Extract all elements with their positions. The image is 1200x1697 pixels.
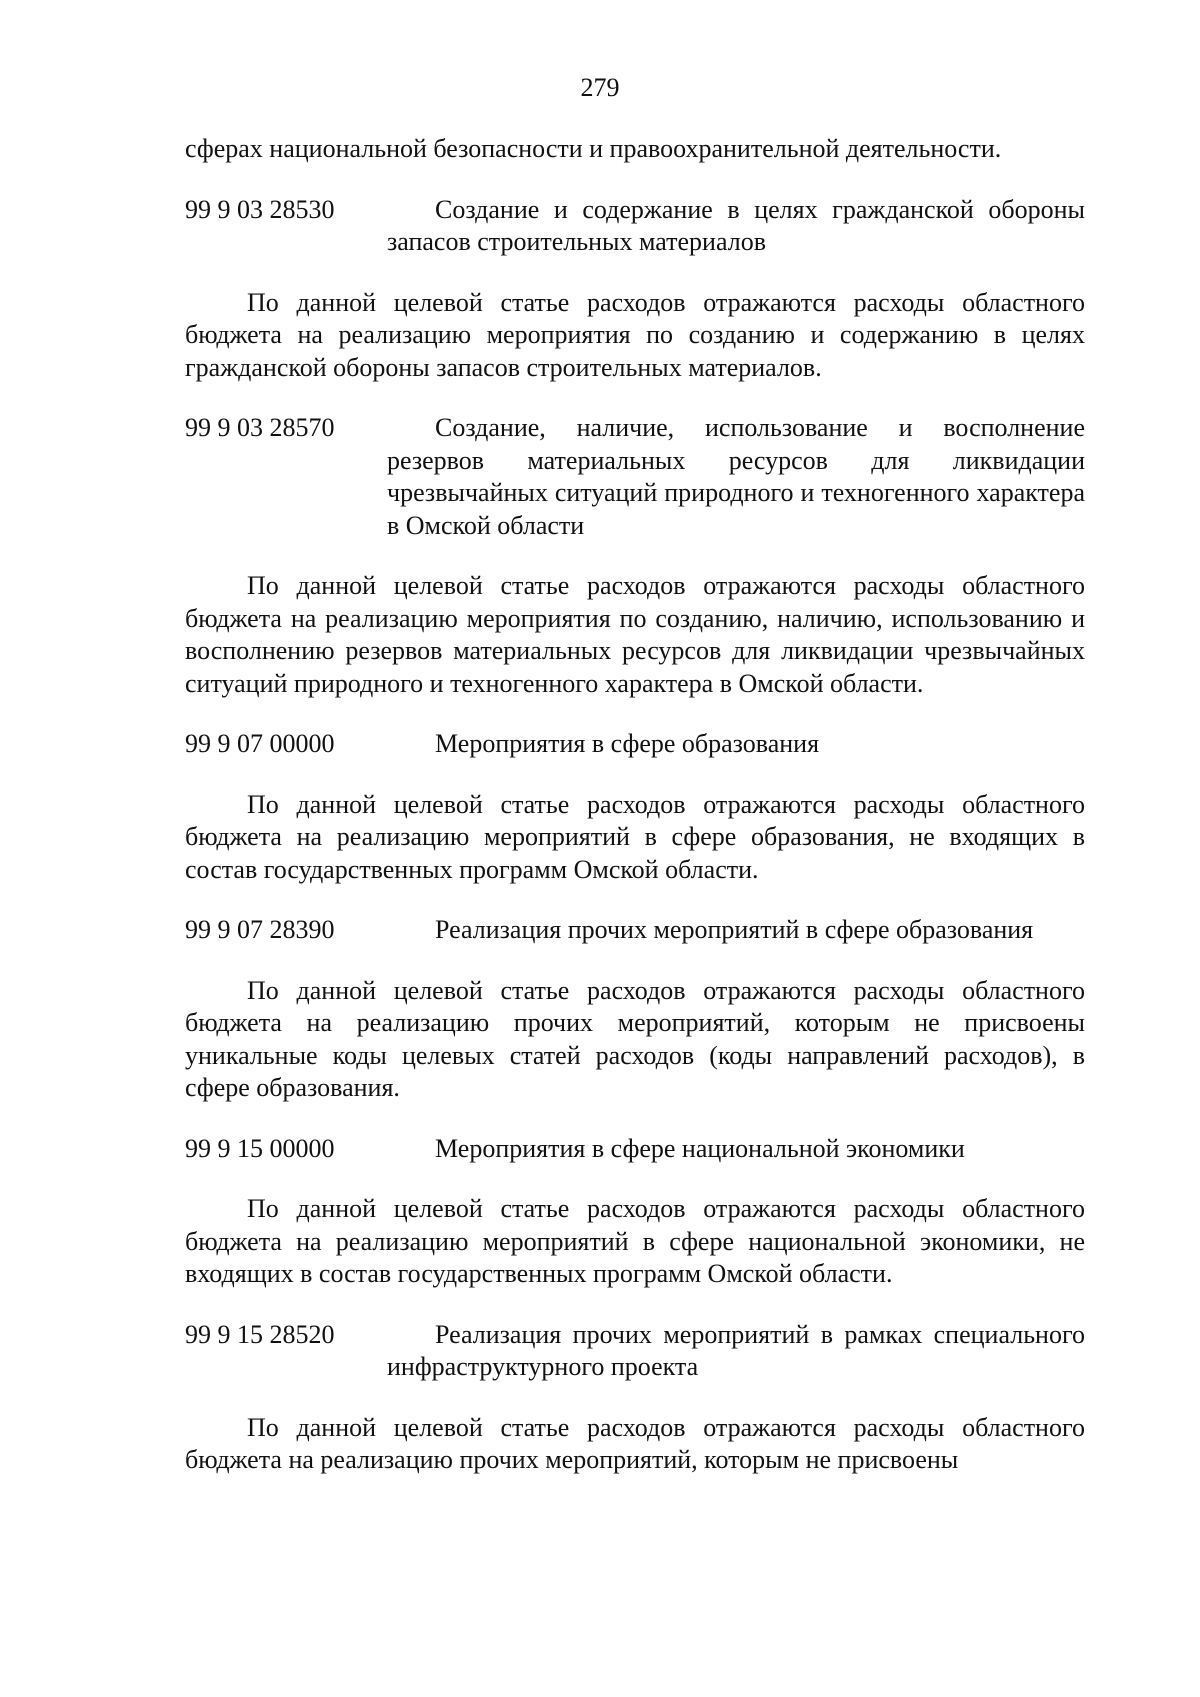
- budget-entry: [185, 194, 1085, 259]
- budget-entry: [185, 412, 1085, 542]
- entry-description: По данной целевой статье расходов отражаются расходы областного бюджета на реализацию мероприятий в сфере образования, не входящих в состав государственных программ Омской области.: [185, 789, 1085, 884]
- entry-title: Создание, наличие, использование и восполнение резервов материальных ресурсов для ликвидации чрезвычайных ситуаций природного и техногенного характера в Омской области: [387, 413, 1085, 540]
- budget-entry: [185, 914, 1085, 947]
- entry-title: Создание и содержание в целях гражданской обороны запасов строительных материалов: [387, 194, 1085, 256]
- entry-description: По данной целевой статье расходов отражаются расходы областного бюджета на реализацию прочих мероприятий, которым не присвоены: [185, 1412, 1085, 1474]
- entry-title: Мероприятия в сфере национальной экономики: [435, 1133, 965, 1163]
- entry-code: 99 9 07 28390: [185, 915, 335, 944]
- budget-entry: [185, 1319, 1085, 1384]
- budget-entry: [185, 1133, 1085, 1166]
- entry-description: По данной целевой статье расходов отражаются расходы областного бюджета на реализацию мероприятий в сфере национальной экономики, не входящих в состав государственных программ Омской области.: [185, 1194, 1085, 1288]
- entry-title: Реализация прочих мероприятий в сфере образования: [435, 915, 1034, 944]
- entry-code: 99 9 15 28520: [185, 1319, 335, 1349]
- entry-code: 99 9 15 00000: [185, 1133, 335, 1163]
- budget-entry: [185, 728, 1085, 761]
- document-body: [185, 133, 1085, 1477]
- entry-description: По данной целевой статье расходов отражаются расходы областного бюджета на реализацию мероприятия по созданию и содержанию в целях гражданской обороны запасов строительных материалов.: [185, 287, 1085, 382]
- page-number: 279: [580, 73, 620, 102]
- entry-code: 99 9 03 28530: [185, 194, 335, 224]
- intro-line: сферах национальной безопасности и правоохранительной деятельности.: [185, 134, 1002, 163]
- entry-description: По данной целевой статье расходов отражаются расходы областного бюджета на реализацию мероприятия по созданию, наличию, использованию и восполнению резервов материальных ресурсов для ликвидации чрезвычайных ситуаций природного и техногенного характера в Омской области.: [185, 571, 1085, 698]
- entry-title: Мероприятия в сфере образования: [435, 729, 820, 758]
- entry-code: 99 9 07 00000: [185, 729, 335, 758]
- entry-title: Реализация прочих мероприятий в рамках специального инфраструктурного проекта: [387, 1319, 1085, 1381]
- entry-description: По данной целевой статье расходов отражаются расходы областного бюджета на реализацию прочих мероприятий, которым не присвоены уникальные коды целевых статей расходов (коды направлений расходов), в сфере образования.: [185, 975, 1085, 1102]
- entry-code: 99 9 03 28570: [185, 413, 335, 442]
